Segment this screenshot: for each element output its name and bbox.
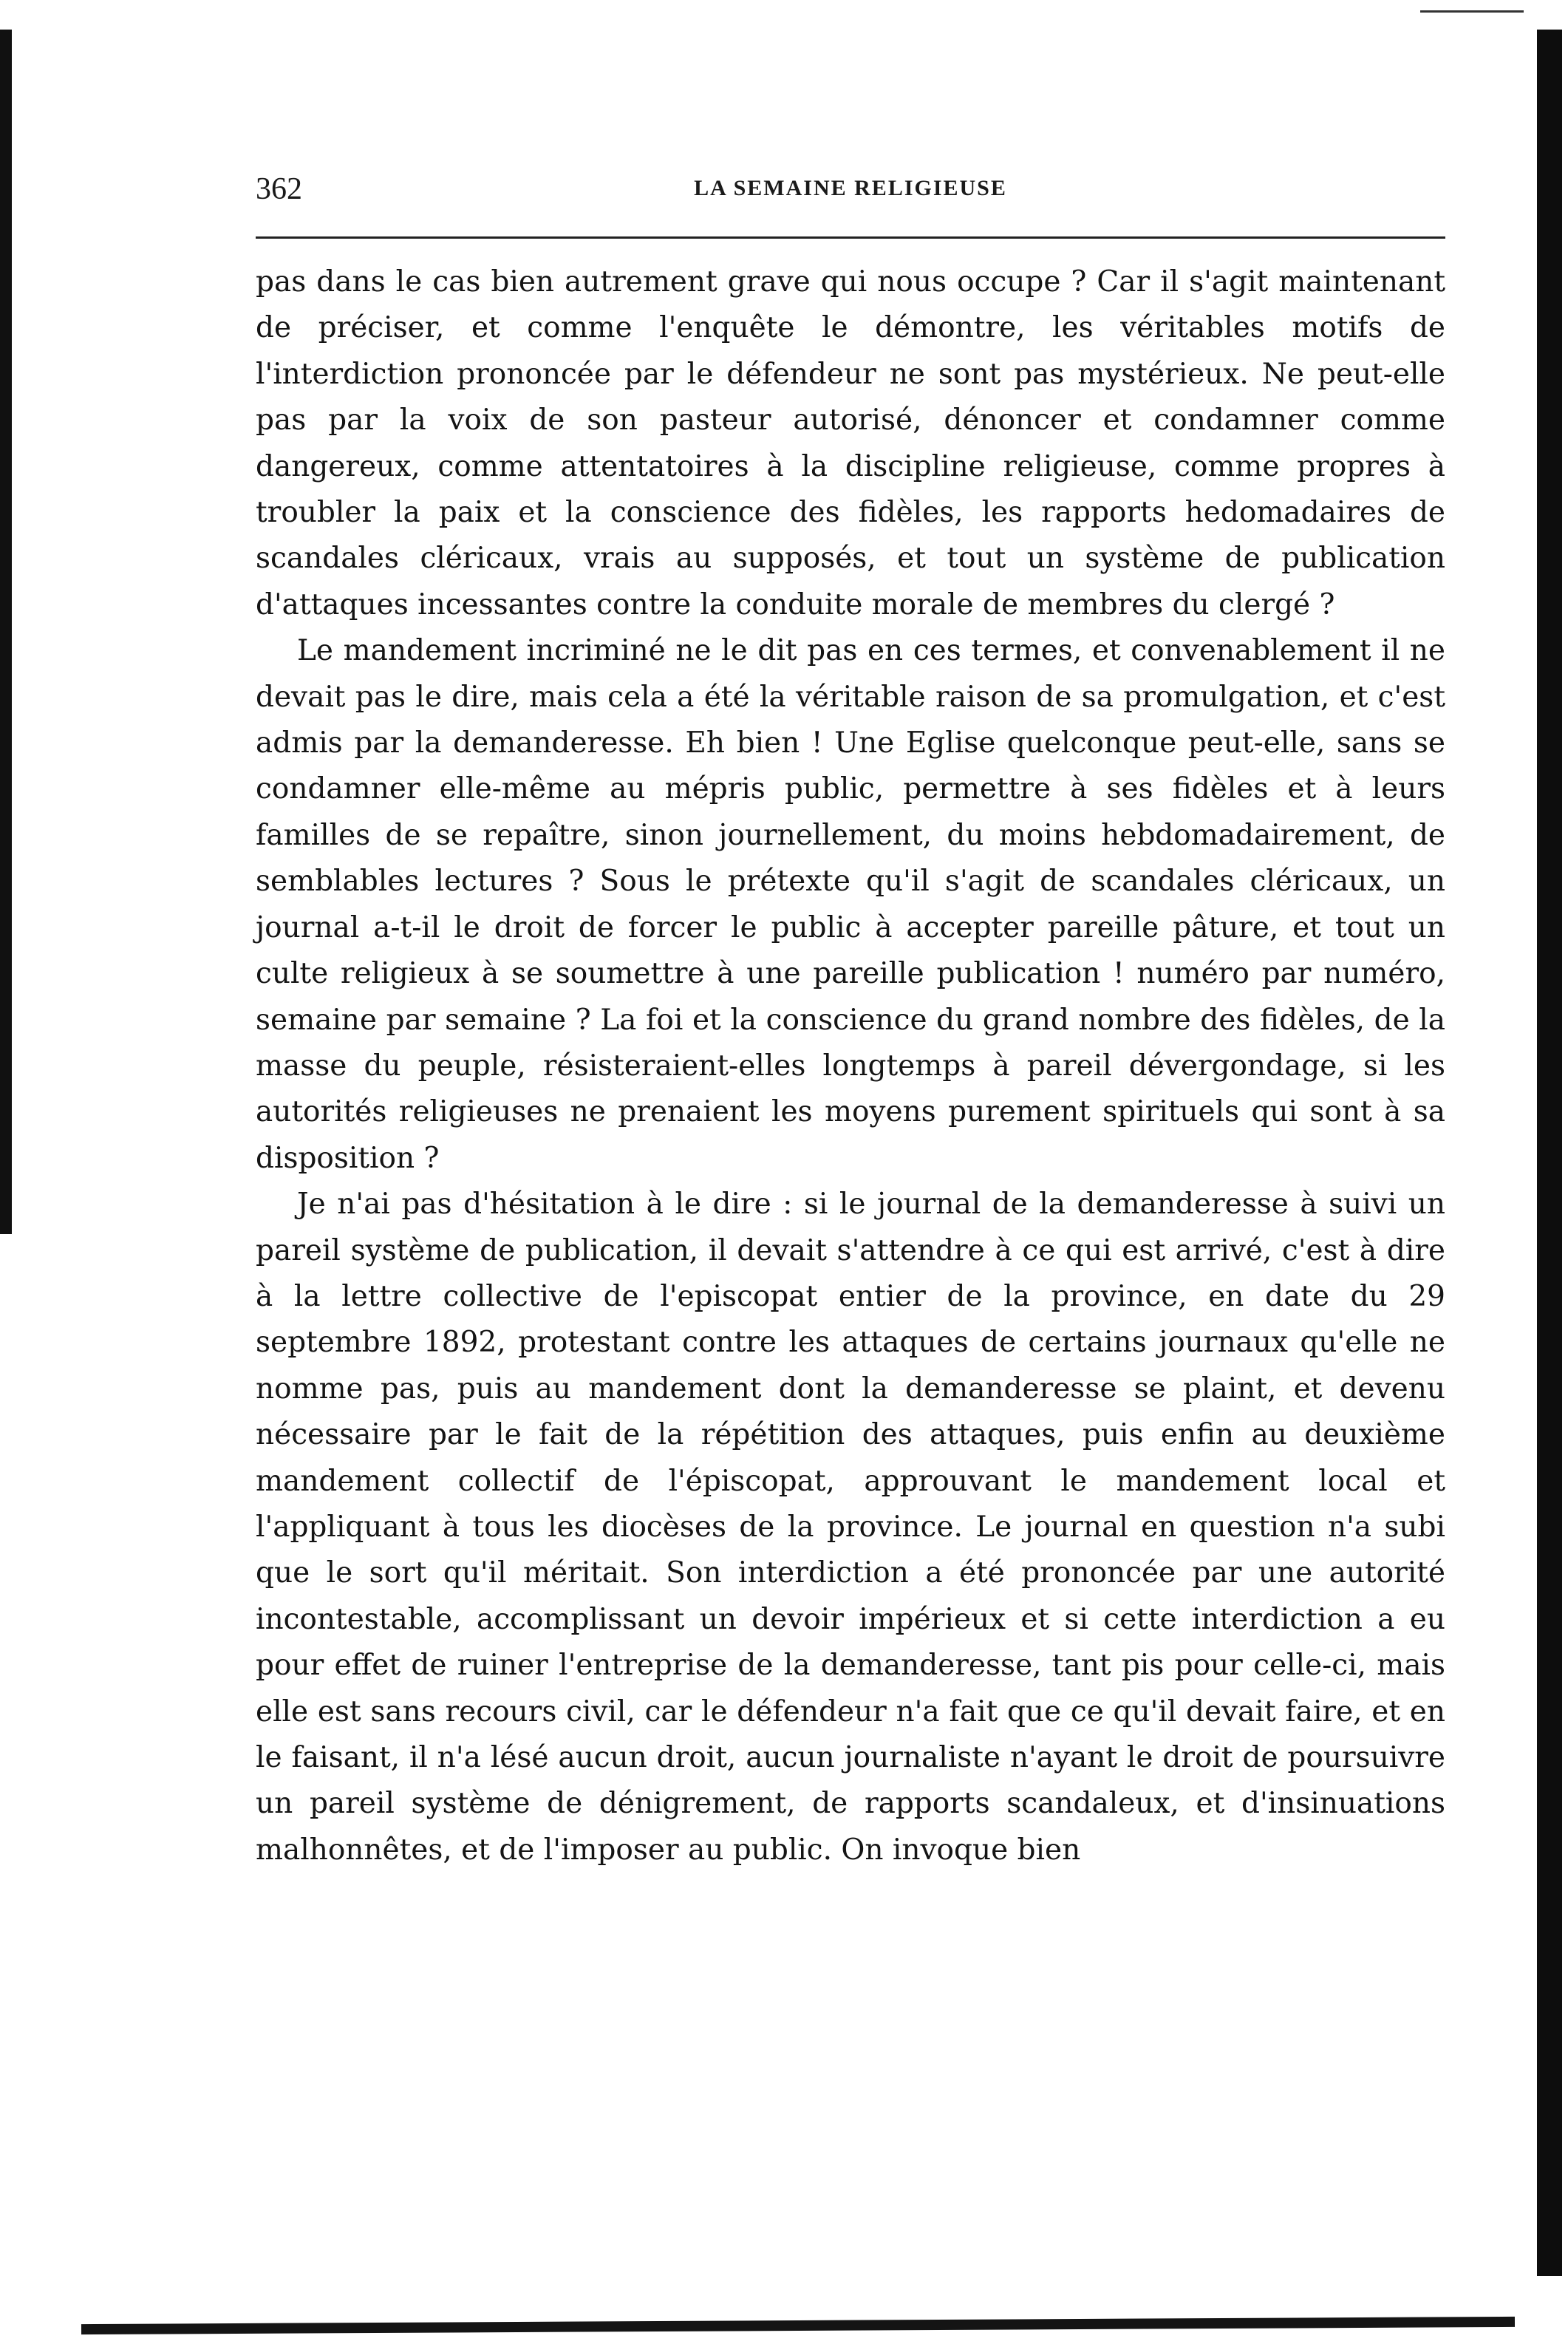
scan-bottom-edge bbox=[81, 2317, 1515, 2334]
paragraph-1: pas dans le cas bien autrement grave qui nous occupe ? Car il s'agit maintenant de préciser, et comme l'enquête le démontre, les véritables motifs de l'interdiction prononcée par le défendeur ne sont pas mystérieux. Ne peut-elle pas par la voix de son pasteur autorisé, dénoncer et condamner comme dangereux, comme attentatoires à la discipline religieuse, comme propres à troubler la paix et la conscience des fidèles, les rapports hedomadaires de scandales cléricaux, vrais au supposés, et tout un système de publication d'attaques incessantes contre la conduite morale de membres du clergé ? bbox=[256, 265, 1445, 621]
header-rule bbox=[256, 236, 1445, 239]
paragraph-2: Le mandement incriminé ne le dit pas en ces termes, et convenablement il ne devait pas le dire, mais cela a été la véritable raison de sa promulgation, et c'est admis par la demanderesse. Eh bien ! Une Eglise quelconque peut-elle, sans se condamner elle-même au mépris public, permettre à ses fidèles et à leurs familles de se repaître, sinon journellement, du moins hebdomadairement, de semblables lectures ? Sous le prétexte qu'il s'agit de scandales cléricaux, un journal a-t-il le droit de forcer le public à accepter pareille pâture, et tout un culte religieux à se soumettre à une pareille publication ! numéro par numéro, semaine par semaine ? La foi et la conscience du grand nombre des fidèles, de la masse du peuple, résisteraient-elles longtemps à pareil dévergondage, si les autorités religieuses ne prenaient les moyens purement spirituels qui sont à sa disposition ? bbox=[256, 634, 1445, 1175]
running-head bbox=[256, 166, 1445, 217]
scan-top-mark bbox=[1420, 10, 1524, 13]
scan-edge-left bbox=[0, 30, 12, 1234]
scan-edge-right bbox=[1537, 30, 1562, 2276]
body-text bbox=[256, 259, 1445, 1873]
running-title: LA SEMAINE RELIGIEUSE bbox=[694, 176, 1007, 200]
page-number: 362 bbox=[256, 172, 302, 206]
book-page bbox=[256, 166, 1445, 1873]
paragraph-3: Je n'ai pas d'hésitation à le dire : si le journal de la demanderesse à suivi un pareil système de publication, il devait s'attendre à ce qui est arrivé, c'est à dire à la lettre collective de l'episcopat entier de la province, en date du 29 septembre 1892, protestant contre les attaques de certains journaux qu'elle ne nomme pas, puis au mandement dont la demanderesse se plaint, et devenu nécessaire par le fait de la répétition des attaques, puis enfin au deuxième mandement collectif de l'épiscopat, approuvant le mandement local et l'appliquant à tous les diocèses de la province. Le journal en question n'a subi que le sort qu'il méritait. Son interdiction a été prononcée par une autorité incontestable, accomplissant un devoir impérieux et si cette interdiction a eu pour effet de ruiner l'entreprise de la demanderesse, tant pis pour celle-ci, mais elle est sans recours civil, car le défendeur n'a fait que ce qu'il devait faire, et en le faisant, il n'a lésé aucun droit, aucun journaliste n'ayant le droit de poursuivre un pareil système de dénigrement, de rapports scandaleux, et d'insinuations malhonnêtes, et de l'imposer au public. On invoque bien bbox=[256, 1188, 1445, 1867]
